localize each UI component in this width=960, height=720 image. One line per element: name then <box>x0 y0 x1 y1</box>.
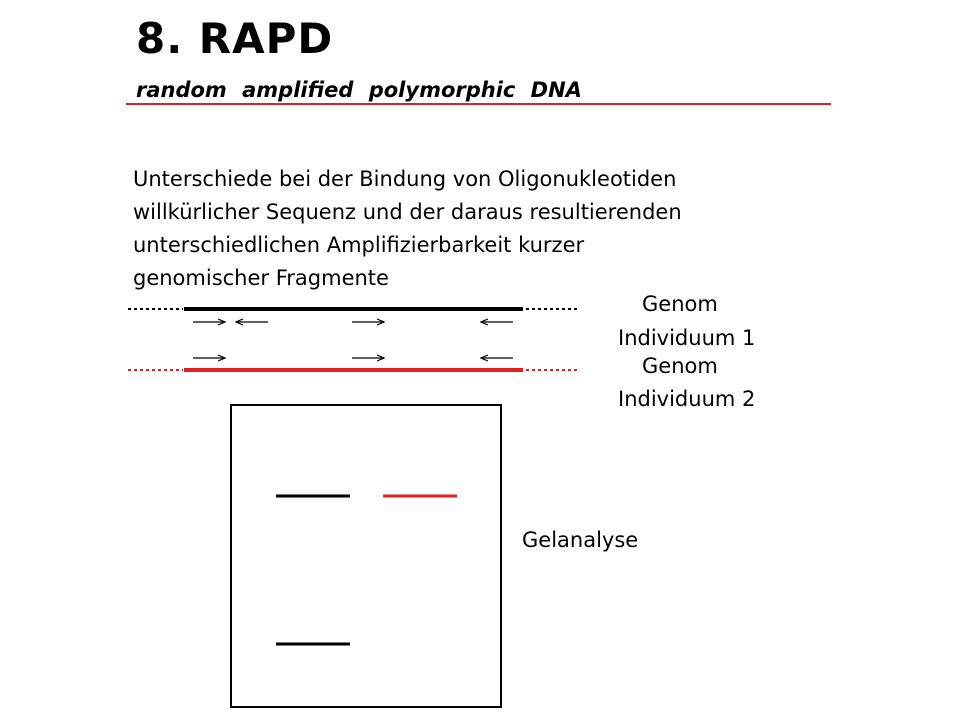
genome-2-label-line1: Genom <box>642 354 718 378</box>
slide-title: 8. RAPD <box>136 14 334 63</box>
gel-analysis-label: Gelanalyse <box>522 528 639 552</box>
genome-1-label-line1: Genom <box>642 292 718 316</box>
slide-subtitle: random amplified polymorphic DNA <box>136 78 582 102</box>
genome-1-label-line2: Individuum 1 <box>618 326 756 350</box>
gel-box <box>231 405 501 707</box>
genome-2-label-line2: Individuum 2 <box>618 387 756 411</box>
description-text: Unterschiede bei der Bindung von Oligonukleotiden willkürlicher Sequenz und der daraus resultierenden unterschiedlichen Amplifizierbarkeit kurzer genomischer Fragmente <box>133 167 682 290</box>
